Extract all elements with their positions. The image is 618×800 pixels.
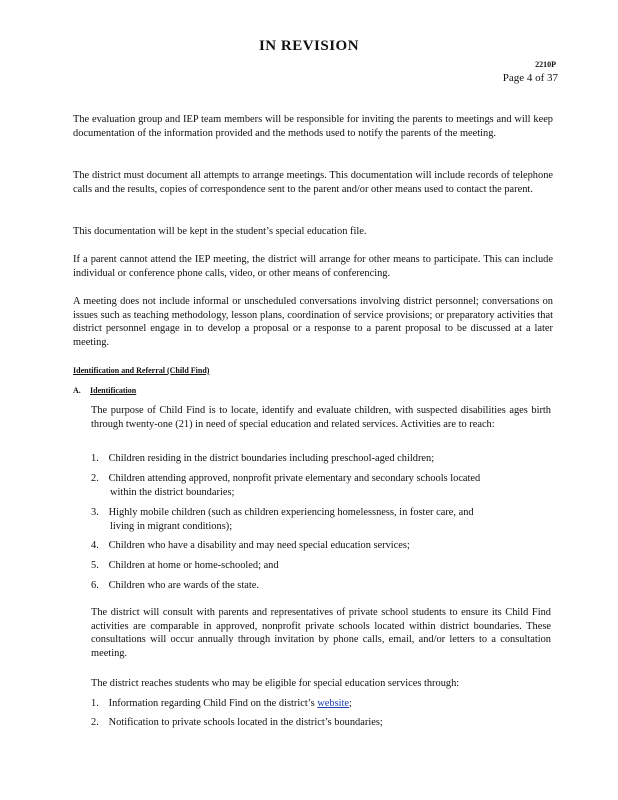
paragraph-evaluation-group: The evaluation group and IEP team members will be responsible for inviting the parents to meetings and will keep documentation of the information provided and the methods used to notify the parents of the meeting. <box>73 114 553 139</box>
list-number: 2. <box>91 717 99 728</box>
paragraph-meeting-definition: A meeting does not include informal or unscheduled conversations involving district personnel; conversations on issues such as teaching methodology, lesson plans, coordination of service provisions; or preparatory activities that district personnel engage in to develop a proposal or a response to a parent proposal to be discussed at a later meeting. <box>73 296 553 348</box>
list-text: Highly mobile children (such as children experiencing homelessness, in foster care, and <box>108 507 474 518</box>
page-title: IN REVISION <box>258 38 360 54</box>
paragraph-purpose: The purpose of Child Find is to locate, identify and evaluate children, with suspected disabilities ages birth through twenty-one (21) in need of special education and related services. Activities are to reach: <box>91 405 551 430</box>
paragraph-parent-attend: If a parent cannot attend the IEP meeting, the district will arrange for other means to participate. This can include individual or conference phone calls, video, or other means of conferencing. <box>73 254 553 279</box>
list-text: Children who are wards of the state. <box>108 580 259 591</box>
list-item <box>91 697 546 711</box>
list-number: 1. <box>91 698 99 709</box>
list-item <box>91 472 546 499</box>
subsection-heading <box>73 386 136 395</box>
list-text: Children at home or home-schooled; and <box>108 560 279 571</box>
list-item <box>91 506 546 533</box>
list-item <box>91 716 546 730</box>
document-code: 2210P <box>535 60 556 69</box>
list-text-continued: within the district boundaries; <box>110 486 235 498</box>
paragraph-consultation: The district will consult with parents and representatives of private school students to ensure its Child Find activities are comparable in approved, nonprofit private schools located within district boundaries. These consultations will occur annually through invitation by phone calls, email, and/or letters to a consultation meeting. <box>91 607 551 659</box>
list-number: 3. <box>91 507 99 518</box>
list-text-continued: living in migrant conditions); <box>110 520 233 532</box>
list-text: Children residing in the district boundaries including preschool-aged children; <box>108 453 435 464</box>
list-number: 5. <box>91 560 99 571</box>
section-heading: Identification and Referral (Child Find) <box>73 366 210 375</box>
list-item <box>91 579 546 593</box>
list-text: Information regarding Child Find on the district’s <box>108 698 315 709</box>
list-text-after: ; <box>349 698 352 709</box>
list-item <box>91 539 546 553</box>
list-number: 2. <box>91 473 99 484</box>
list-text: Notification to private schools located in the district’s boundaries; <box>108 717 383 728</box>
list-text: Children attending approved, nonprofit private elementary and secondary schools located <box>108 473 481 484</box>
list-number: 4. <box>91 540 99 551</box>
paragraph-document-attempts: The district must document all attempts to arrange meetings. This documentation will include records of telephone calls and the results, copies of correspondence sent to the parent and/or other means used to contact the parent. <box>73 170 553 195</box>
list-item <box>91 452 546 466</box>
subsection-letter: A. <box>73 386 81 395</box>
page-number: Page 4 of 37 <box>502 72 558 84</box>
subsection-title: Identification <box>90 386 137 395</box>
list-text: Children who have a disability and may need special education services; <box>108 540 410 551</box>
website-link[interactable]: website <box>317 698 350 709</box>
list-number: 1. <box>91 453 99 464</box>
list-item <box>91 559 546 573</box>
paragraph-reaches: The district reaches students who may be eligible for special education services through: <box>91 678 460 689</box>
list-number: 6. <box>91 580 99 591</box>
paragraph-file: This documentation will be kept in the student’s special education file. <box>73 226 367 237</box>
